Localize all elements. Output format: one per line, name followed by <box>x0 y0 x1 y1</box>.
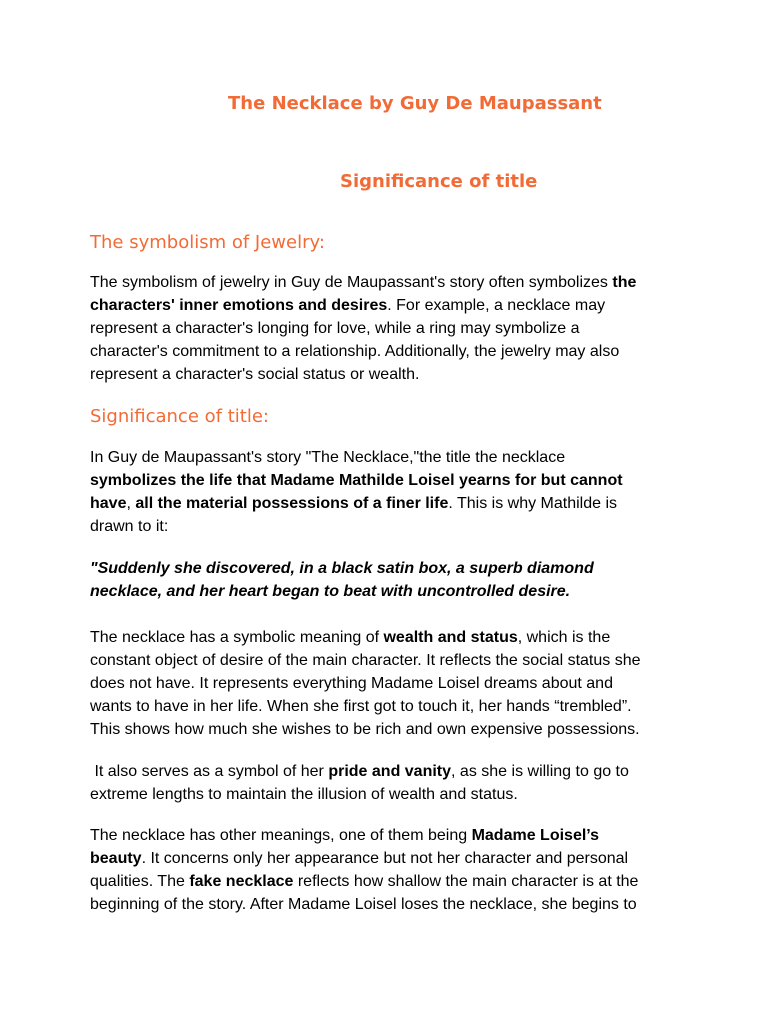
bold-text-run: pride and vanity <box>328 763 452 780</box>
text-run: represent a character's longing for love, while a ring may symbolize a <box>90 320 580 337</box>
text-line <box>90 672 690 695</box>
text-line <box>90 294 690 317</box>
text-line <box>90 469 690 492</box>
bold-text-run: the <box>612 274 637 291</box>
bold-text-run: have <box>90 495 127 512</box>
text-line <box>90 580 690 603</box>
section-heading-jewelry: The symbolism of Jewelry: <box>90 232 325 253</box>
text-run: This shows how much she wishes to be rich and own expensive possessions. <box>90 721 640 738</box>
text-line <box>90 492 690 515</box>
text-run: wants to have in her life. When she first got to touch it, her hands “trembled”. <box>90 698 632 715</box>
quote-paragraph <box>90 557 690 603</box>
text-run: , which is the <box>517 629 611 646</box>
paragraph-pride-vanity <box>90 760 690 806</box>
text-run: beginning of the story. After Madame Loisel loses the necklace, she begins to <box>90 896 637 913</box>
document-title: The Necklace by Guy De Maupassant <box>228 93 602 114</box>
paragraph-beauty <box>90 824 690 916</box>
text-run: . This is why Mathilde is <box>448 495 618 512</box>
text-line <box>90 718 690 741</box>
text-line <box>90 760 690 783</box>
paragraph-jewelry-symbolism <box>90 271 690 386</box>
bold-text-run: wealth and status <box>383 629 518 646</box>
text-run: extreme lengths to maintain the illusion of wealth and status. <box>90 786 518 803</box>
text-line <box>90 847 690 870</box>
text-run: The necklace has a symbolic meaning of <box>90 629 384 646</box>
text-run: , <box>126 495 136 512</box>
text-run: represent a character's social status or wealth. <box>90 366 420 383</box>
text-run: does not have. It represents everything Madame Loisel dreams about and <box>90 675 613 692</box>
section-heading-title: Significance of title: <box>90 406 269 427</box>
text-line <box>90 870 690 893</box>
text-line <box>90 783 690 806</box>
text-line <box>90 557 690 580</box>
text-run: character's commitment to a relationship. Additionally, the jewelry may also <box>90 343 620 360</box>
text-line <box>90 893 690 916</box>
text-line <box>90 363 690 386</box>
bold-text-run: beauty <box>90 850 142 867</box>
bold-text-run: Madame Loisel’s <box>471 827 600 844</box>
text-line <box>90 317 690 340</box>
text-run: It also serves as a symbol of her <box>90 763 329 780</box>
text-run: . It concerns only her appearance but not her character and personal <box>141 850 629 867</box>
text-run: . For example, a necklace may <box>387 297 606 314</box>
text-line <box>90 446 690 469</box>
text-line <box>90 695 690 718</box>
text-line <box>90 626 690 649</box>
paragraph-title-meaning <box>90 446 690 538</box>
bold-text-run: "Suddenly she discovered, in a black satin box, a superb diamond <box>90 560 594 577</box>
text-run: drawn to it: <box>90 518 169 535</box>
text-run: constant object of desire of the main character. It reflects the social status she <box>90 652 641 669</box>
text-line <box>90 340 690 363</box>
text-run: In Guy de Maupassant's story "The Necklace,"the title the necklace <box>90 449 566 466</box>
text-line <box>90 515 690 538</box>
text-line <box>90 271 690 294</box>
paragraph-wealth-status <box>90 626 690 741</box>
bold-text-run: fake necklace <box>189 873 294 890</box>
bold-text-run: characters' inner emotions and desires <box>90 297 388 314</box>
bold-text-run: symbolizes the life that Madame Mathilde Loisel yearns for but cannot <box>90 472 623 489</box>
document-subtitle: Significance of title <box>340 171 538 192</box>
text-run: The symbolism of jewelry in Guy de Maupassant's story often symbolizes <box>90 274 613 291</box>
text-run: reflects how shallow the main character is at the <box>293 873 639 890</box>
bold-text-run: necklace, and her heart began to beat with uncontrolled desire. <box>90 583 571 600</box>
text-run: , as she is willing to go to <box>451 763 629 780</box>
bold-text-run: all the material possessions of a finer life <box>135 495 449 512</box>
text-run: The necklace has other meanings, one of them being <box>90 827 472 844</box>
text-line <box>90 649 690 672</box>
text-run: qualities. The <box>90 873 190 890</box>
text-line <box>90 824 690 847</box>
